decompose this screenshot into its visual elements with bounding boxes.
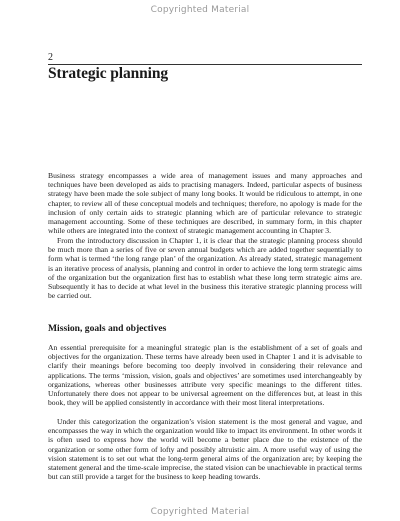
chapter-number: 2 xyxy=(48,52,53,63)
watermark-top: Copyrighted Material xyxy=(150,5,250,15)
section-paragraph-1: An essential prerequisite for a meaningful strategic plan is the establishment of a set of goals and objectives for the organization. These terms have already been used in Chapter 1 and it is advisable to clarify their meanings before becoming too deeply involved in considering their relevance and applications. The terms ‘mission, vision, goals and objectives’ are sometimes used interchangeably by organizations, whereas other businesses attribute very specific meanings to the different titles. Unfortunately there does not appear to be universal agreement on the differences but, at least in this book, they will be applied consistently in accordance with their most literal interpretations. xyxy=(48,343,362,408)
section-paragraph-2: Under this categorization the organization’s vision statement is the most general and vague, and encompasses the way in which the organization would like to impact its environment. In other words it is often used to express how the world will become a better place due to the existence of the organization or some other form of lofty and possibly altruistic aim. A more useful way of using the vision statement is to set out what the long-term general aims of the organization are; by keeping the statement general and the time-scale imprecise, the stated vision can be unachievable in practical terms but can still provide a target for the business to keep heading towards. xyxy=(48,417,362,482)
watermark-bottom: Copyrighted Material xyxy=(150,507,250,517)
intro-paragraph-2: From the introductory discussion in Chapter 1, it is clear that the strategic planning process should be much more than a series of five or seven annual budgets which are added together sequentially to form what is termed ‘the long range plan’ of the organization. As already stated, strategic management is an iterative process of analysis, planning and control in order to achieve the long term strategic aims of the organization but the organization first has to establish what these long term strategic aims are. Subsequently it has to decide at what level in the business this iterative strategic planning process will be carried out. xyxy=(48,236,362,301)
section-heading: Mission, goals and objectives xyxy=(48,323,167,334)
intro-paragraph-1: Business strategy encompasses a wide area of management issues and many approaches and techniques have been developed as aids to practising managers. Indeed, particular aspects of business strategy have been made the sole subject of many long books. It would be ridiculous to attempt, in one chapter, to review all of these conceptual models and techniques; therefore, no apology is made for the inclusion of only certain aids to strategic planning which are of particular relevance to strategic management accounting. Some of these techniques are described, in summary form, in this chapter while others are integrated into the context of strategic management accounting in Chapter 3. xyxy=(48,171,362,236)
chapter-title: Strategic planning xyxy=(48,65,169,82)
